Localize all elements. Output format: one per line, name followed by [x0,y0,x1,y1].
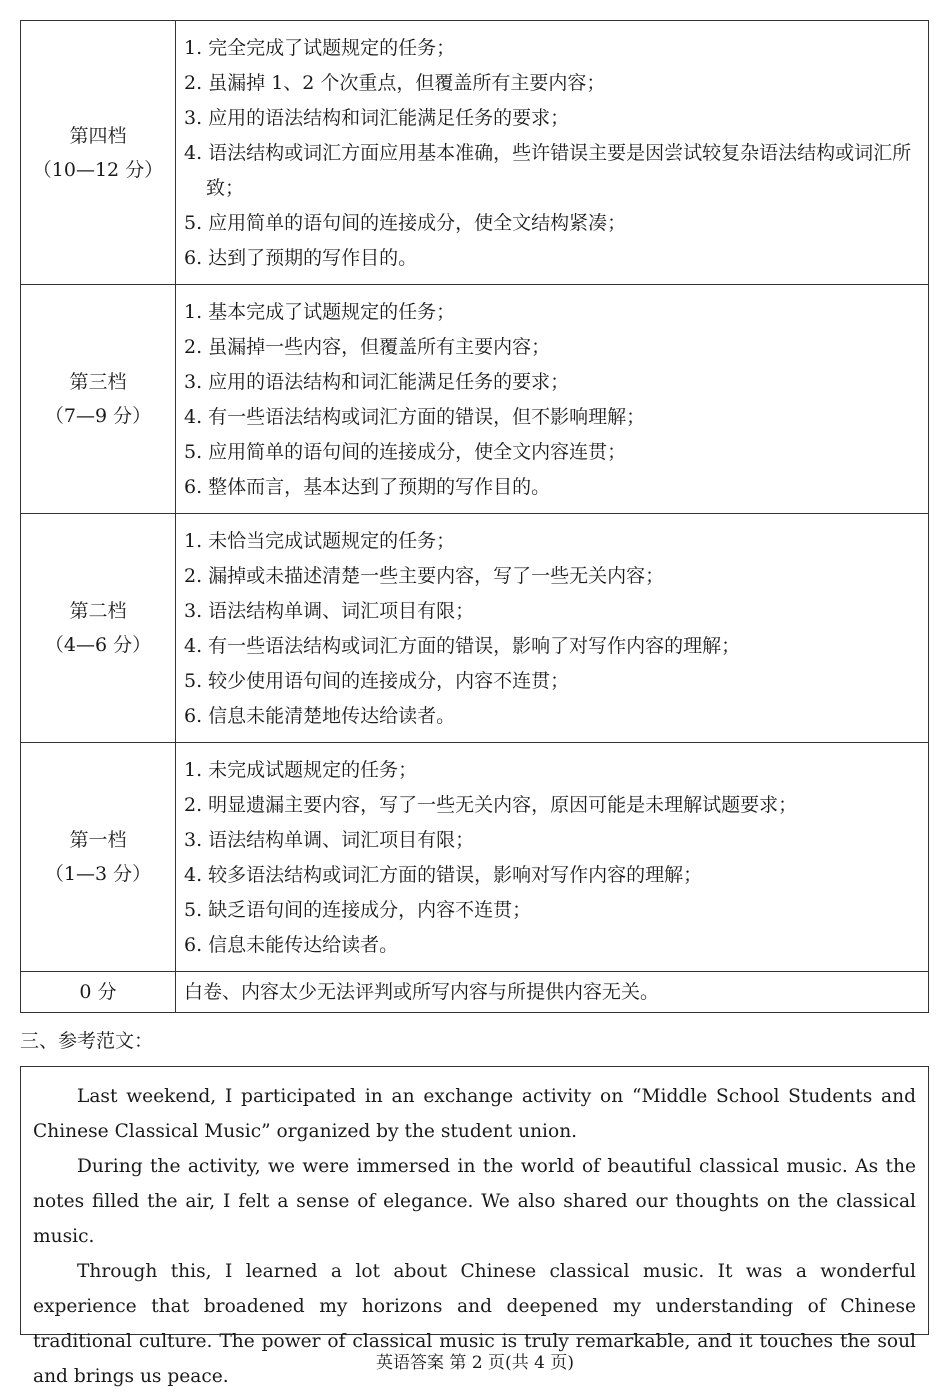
band-level: 第二档 [69,600,127,622]
criterion-item: 3. 应用的语法结构和词汇能满足任务的要求； [184,107,570,129]
criterion-item: 5. 较少使用语句间的连接成分，内容不连贯； [184,670,570,692]
rubric-band-row [21,285,929,514]
criterion-item: 1. 完全完成了试题规定的任务； [184,37,456,59]
criterion-item: 1. 未恰当完成试题规定的任务； [184,530,456,552]
scoring-rubric-table [20,20,929,1013]
zero-grade-cell: 0 分 [21,972,176,1013]
band-score-range: （4—6 分） [44,634,152,656]
sample-essay-heading: 三、参考范文： [20,1030,154,1052]
criterion-item: 6. 信息未能传达给读者。 [184,934,399,956]
band-level: 第四档 [69,124,127,147]
rubric-band-row [21,743,929,972]
band-criteria-cell [176,743,929,972]
essay-paragraph: Last weekend, I participated in an exchange activity on “Middle School Students and Chinese Classical Music” organized by the student union. [33,1086,916,1142]
criterion-item: 6. 达到了预期的写作目的。 [184,247,418,269]
criterion-item: 4. 语法结构或词汇方面应用基本准确，些许错误主要是因尝试较复杂语法结构或词汇所致； [184,142,912,199]
band-level: 第三档 [69,371,127,393]
band-score-range: （7—9 分） [44,405,152,427]
criterion-item: 5. 应用简单的语句间的连接成分，使全文内容连贯； [184,441,627,463]
criterion-item: 6. 信息未能清楚地传达给读者。 [184,705,456,727]
criterion-item: 2. 虽漏掉一些内容，但覆盖所有主要内容； [184,336,551,358]
criterion-item: 1. 未完成试题规定的任务； [184,759,418,781]
band-score-range: （10—12 分） [32,158,164,181]
criterion-item: 2. 虽漏掉 1、2 个次重点，但覆盖所有主要内容； [184,72,606,94]
criterion-item: 5. 缺乏语句间的连接成分，内容不连贯； [184,899,532,921]
band-grade-cell [21,285,176,514]
essay-paragraph: During the activity, we were immersed in the world of beautiful classical music. As the notes filled the air, I felt a sense of elegance. We also shared our thoughts on the classical music. [33,1156,916,1247]
criterion-item: 1. 基本完成了试题规定的任务； [184,301,456,323]
band-criteria-cell [176,21,929,285]
criterion-item: 4. 有一些语法结构或词汇方面的错误，但不影响理解； [184,406,646,428]
band-grade-cell [21,21,176,285]
band-grade-cell [21,514,176,743]
criterion-item: 4. 较多语法结构或词汇方面的错误，影响对写作内容的理解； [184,864,703,886]
criterion-item: 2. 明显遗漏主要内容，写了一些无关内容，原因可能是未理解试题要求； [184,794,798,816]
criterion-item: 3. 语法结构单调、词汇项目有限； [184,600,475,622]
rubric-band-row [21,21,929,285]
band-level: 第一档 [69,829,127,851]
criterion-item: 5. 应用简单的语句间的连接成分，使全文结构紧凑； [184,212,627,234]
criterion-item: 4. 有一些语法结构或词汇方面的错误，影响了对写作内容的理解； [184,635,741,657]
zero-description-cell: 白卷、内容太少无法评判或所写内容与所提供内容无关。 [176,972,929,1013]
criterion-item: 2. 漏掉或未描述清楚一些主要内容，写了一些无关内容； [184,565,665,587]
band-criteria-cell [176,285,929,514]
rubric-zero-row [21,972,929,1013]
criterion-item: 6. 整体而言，基本达到了预期的写作目的。 [184,476,551,498]
rubric-band-row [21,514,929,743]
essay-paragraph: Through this, I learned a lot about Chinese classical music. It was a wonderful experience that broadened my horizons and deepened my understanding of Chinese traditional culture. The power of classical music is truly remarkable, and it touches the soul and brings us peace. [33,1261,916,1387]
criterion-item: 3. 应用的语法结构和词汇能满足任务的要求； [184,371,570,393]
criterion-item: 3. 语法结构单调、词汇项目有限； [184,829,475,851]
band-score-range: （1—3 分） [44,863,152,885]
band-criteria-cell [176,514,929,743]
band-grade-cell [21,743,176,972]
page-footer: 英语答案 第 2 页(共 4 页) [376,1353,574,1373]
